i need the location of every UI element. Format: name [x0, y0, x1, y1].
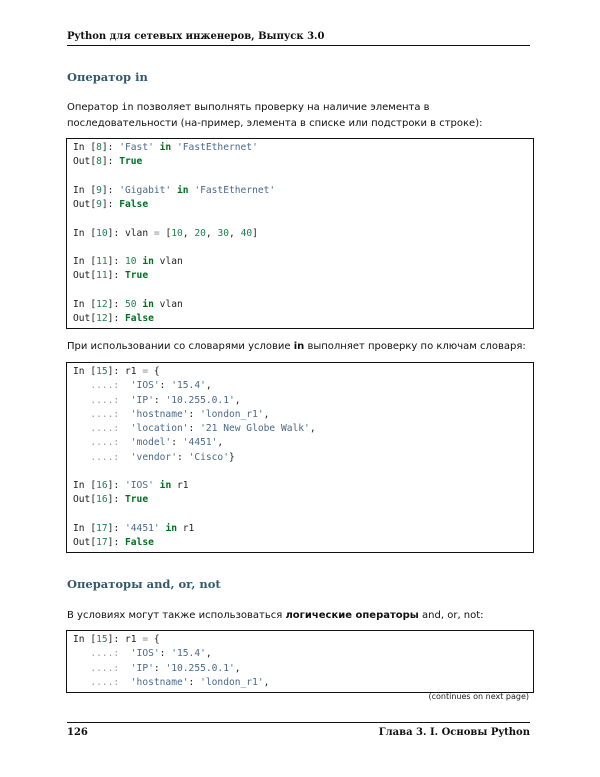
code-token: False [125, 537, 154, 548]
code-token: ....: [73, 394, 131, 406]
code-line [73, 298, 527, 312]
paragraph-dict [67, 339, 533, 355]
code-token: ]: [107, 298, 125, 310]
code-token: ]: [101, 184, 120, 196]
code-token: 'london_r1' [200, 408, 264, 420]
code-token: In [ [73, 634, 97, 645]
code-token: 'IOS' [130, 648, 160, 660]
code-token: ]: [101, 199, 120, 210]
code-line [73, 662, 527, 676]
code-line [73, 451, 527, 465]
bold-text: in [293, 341, 305, 352]
code-token: in [159, 480, 172, 491]
code-token: ]: r1 [107, 634, 143, 645]
code-token: False [119, 199, 149, 210]
code-line [73, 493, 527, 507]
code-token: = [153, 227, 160, 239]
code-token: In [ [73, 227, 97, 239]
code-token: Out[ [73, 199, 97, 210]
code-token: } [228, 451, 235, 463]
code-token: , [182, 227, 195, 239]
code-line [73, 394, 527, 408]
code-token: 'Cisco' [188, 451, 229, 463]
code-token: 11 [96, 256, 108, 267]
running-header: Python для сетевых инженеров, Выпуск 3.0 [67, 31, 325, 42]
code-line [73, 155, 527, 169]
code-line [73, 536, 527, 550]
code-token: 'hostname' [130, 408, 189, 420]
code-token: 'FastEthernet' [177, 142, 258, 153]
code-token: ]: [107, 480, 125, 491]
code-token: '15.4' [171, 648, 206, 660]
code-token: , [205, 227, 218, 239]
code-token: in [176, 184, 189, 196]
code-token: : [176, 451, 189, 463]
code-token: Out[ [73, 156, 97, 168]
code-token: 'location' [130, 423, 189, 434]
code-line [73, 241, 527, 255]
code-token: 10 [171, 227, 183, 239]
section-heading-in: Оператор in [67, 70, 148, 84]
code-token: 16 [96, 480, 108, 491]
code-line [73, 212, 527, 226]
code-token: 11 [96, 270, 108, 282]
code-line [73, 479, 527, 493]
code-token: 10 [125, 256, 137, 267]
code-token: 40 [240, 227, 253, 239]
code-token: vlan [153, 298, 183, 310]
code-token: False [125, 313, 154, 324]
code-line [73, 422, 527, 436]
chapter-title: Глава 3. I. Основы Python [378, 727, 530, 738]
code-token: Out[ [73, 313, 97, 324]
code-line [73, 676, 527, 690]
code-token: True [125, 270, 149, 282]
code-token: 15 [96, 634, 108, 645]
code-token: 'vendor' [130, 451, 177, 463]
code-line [73, 255, 527, 269]
paragraph-in [67, 100, 533, 132]
code-line [73, 408, 527, 422]
text: позволяет выполнять проверку на наличие элемента в последовательности (на-пример, элемента в списке или подстроки в строке): [67, 102, 483, 129]
code-token: 9 [96, 184, 102, 196]
header-rule [67, 45, 530, 46]
code-line [73, 365, 527, 379]
code-token: = [142, 366, 149, 377]
code-token: , [263, 676, 270, 688]
code-token: 'hostname' [130, 676, 189, 688]
code-token: '10.255.0.1' [165, 394, 235, 406]
code-token: : [153, 394, 166, 406]
code-token: { [148, 366, 160, 377]
bold-text: логические операторы [285, 610, 419, 621]
code-token: ]: [107, 522, 125, 534]
code-token: Out[ [73, 537, 97, 548]
code-token: ]: vlan [107, 227, 154, 239]
code-line [73, 184, 527, 198]
code-token: ....: [73, 648, 131, 660]
paragraph-logical [67, 608, 533, 624]
code-token: , [263, 408, 270, 420]
code-token: 'IP' [130, 394, 154, 406]
code-token: ]: [107, 494, 125, 506]
code-token: In [ [73, 298, 97, 310]
text: выполняет проверку по ключам словаря: [304, 341, 526, 352]
code-token: '4451' [125, 522, 160, 534]
code-token: 30 [217, 227, 230, 239]
code-token: ....: [73, 662, 131, 674]
code-token: 15 [96, 366, 108, 377]
code-token: in [142, 256, 154, 267]
code-line [73, 227, 527, 241]
code-token: 12 [96, 313, 108, 324]
code-token: ....: [73, 380, 131, 392]
section-heading-logical: Операторы and, or, not [67, 577, 221, 591]
code-token: True [119, 156, 143, 168]
code-token: 17 [96, 537, 108, 548]
code-token: ]: [107, 256, 125, 267]
code-token: ....: [73, 676, 131, 688]
code-token: 'model' [130, 437, 172, 449]
code-token: In [ [73, 142, 97, 153]
code-token: ]: r1 [107, 366, 143, 377]
code-token: True [125, 494, 149, 506]
code-block-3 [66, 630, 534, 693]
code-line [73, 141, 527, 155]
code-token: in [165, 522, 177, 534]
code-token: In [ [73, 522, 97, 534]
code-token: ]: [107, 270, 125, 282]
code-token: '21 New Globe Walk' [200, 423, 310, 434]
code-token: 9 [96, 199, 102, 210]
page-number: 126 [67, 727, 88, 738]
code-token: 10 [96, 227, 108, 239]
code-token: [ [159, 227, 172, 239]
code-token: ] [252, 227, 258, 239]
code-line [73, 647, 527, 661]
code-line [73, 436, 527, 450]
code-line [73, 522, 527, 536]
code-token: : [188, 408, 201, 420]
code-token: 'IOS' [130, 380, 160, 392]
code-line [73, 465, 527, 479]
code-line [73, 379, 527, 393]
code-token: ]: [107, 313, 125, 324]
code-token: , [309, 423, 316, 434]
code-token: : [159, 380, 172, 392]
code-token: ]: [107, 537, 125, 548]
code-token: , [205, 380, 212, 392]
code-token: 'IP' [130, 662, 154, 674]
code-token: : [159, 648, 172, 660]
code-token: , [217, 437, 224, 449]
code-line [73, 508, 527, 522]
code-token: In [ [73, 184, 97, 196]
continues-note: (continues on next page) [428, 692, 529, 701]
code-token: 'IOS' [125, 480, 154, 491]
text: and, or, not: [418, 610, 484, 621]
code-token: 16 [96, 494, 108, 506]
code-token: In [ [73, 480, 97, 491]
code-token: '4451' [182, 437, 218, 449]
code-token: , [205, 648, 212, 660]
code-token: Out[ [73, 270, 97, 282]
text: Оператор [67, 102, 122, 113]
code-token: '10.255.0.1' [165, 662, 235, 674]
code-token: ]: [101, 156, 120, 168]
text: При использовании со словарями условие [67, 341, 294, 352]
code-token: ....: [73, 423, 131, 434]
code-token: r1 [171, 480, 189, 491]
footer-rule [67, 722, 530, 723]
text: В условиях могут также использоваться [67, 610, 286, 621]
code-token: In [ [73, 256, 97, 267]
code-token: : [153, 662, 166, 674]
code-line [73, 633, 527, 647]
code-token: : [188, 676, 201, 688]
code-token: 12 [96, 298, 108, 310]
code-token: 'Fast' [119, 142, 154, 153]
code-token: , [234, 662, 241, 674]
code-token: 50 [125, 298, 137, 310]
code-token: 'Gigabit' [119, 184, 172, 196]
code-token: 'FastEthernet' [194, 184, 276, 196]
code-token: ....: [73, 408, 131, 420]
code-token: ]: [101, 142, 120, 153]
code-token: 8 [96, 142, 102, 153]
code-block-2 [66, 362, 534, 553]
code-line [73, 198, 527, 212]
code-block-1 [66, 138, 534, 329]
code-token: : [188, 423, 201, 434]
code-token: in [142, 298, 154, 310]
code-token: ....: [73, 451, 131, 463]
code-token: 8 [96, 156, 102, 168]
code-token: in [159, 142, 172, 153]
code-token: { [148, 634, 160, 645]
code-token: r1 [177, 522, 195, 534]
code-token: 'london_r1' [200, 676, 264, 688]
code-token: 20 [194, 227, 206, 239]
code-line [73, 284, 527, 298]
inline-code: in [121, 102, 134, 113]
code-token: , [229, 227, 241, 239]
code-token: = [142, 634, 149, 645]
code-line [73, 170, 527, 184]
code-token: vlan [153, 256, 183, 267]
code-token: '15.4' [171, 380, 206, 392]
code-token: In [ [73, 366, 97, 377]
code-token: ....: [73, 437, 131, 449]
code-token: Out[ [73, 494, 97, 506]
code-token: , [234, 394, 241, 406]
code-line [73, 269, 527, 283]
code-token: : [171, 437, 183, 449]
code-line [73, 312, 527, 326]
code-token: 17 [96, 522, 108, 534]
